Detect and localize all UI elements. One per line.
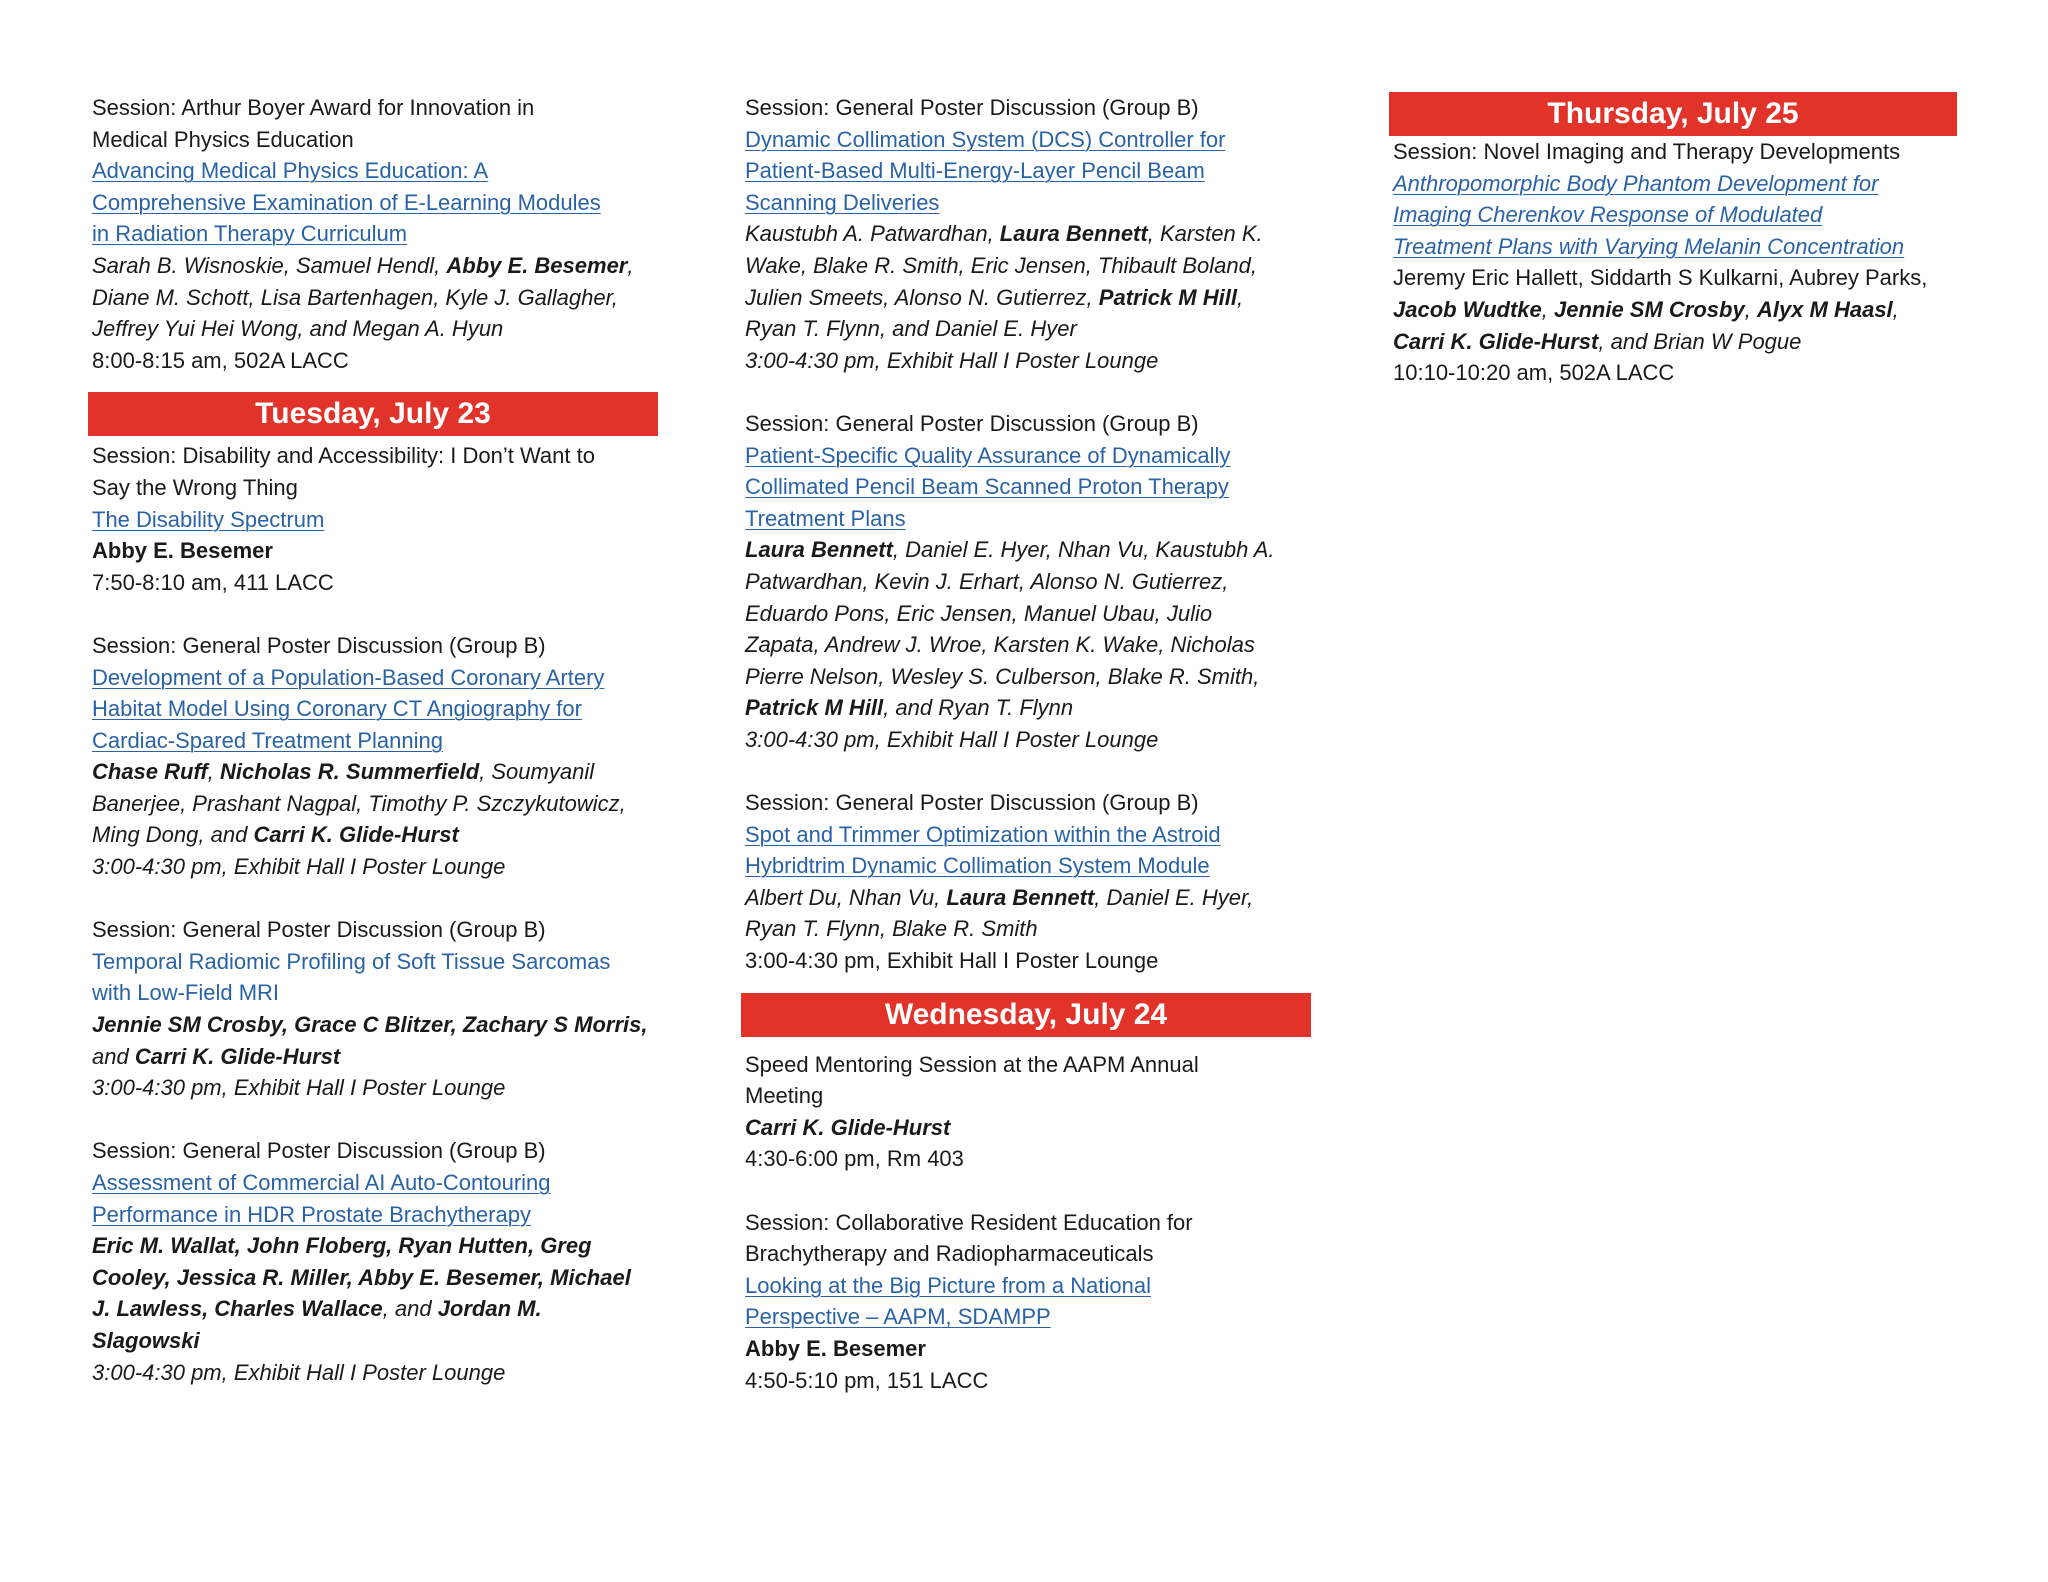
author-text: , <box>207 759 220 785</box>
presentation-title-link[interactable]: Dynamic Collimation System (DCS) Controller for <box>745 126 1226 152</box>
presentation-entry <box>745 787 1315 977</box>
author-line <box>92 1262 662 1294</box>
author-line <box>745 250 1315 282</box>
highlighted-author: Abby E. Besemer <box>745 1335 926 1361</box>
time-location: 3:00-4:30 pm, Exhibit Hall I Poster Lounge <box>92 1075 506 1101</box>
author-text: , and Brian W Pogue <box>1598 328 1802 354</box>
author-text: , <box>627 252 634 278</box>
author-line <box>92 282 662 314</box>
author-text: , Daniel E. Hyer, <box>1094 884 1254 910</box>
highlighted-author: Jacob Wudtke <box>1393 296 1542 322</box>
presentation-entry <box>92 914 662 1104</box>
presentation-title-link[interactable]: Anthropomorphic Body Phantom Development for <box>1393 170 1879 196</box>
author-line <box>745 882 1315 914</box>
presentation-title-link[interactable]: with Low-Field MRI <box>92 980 280 1006</box>
author-text: Ryan T. Flynn, and Daniel E. Hyer <box>745 316 1077 342</box>
presentation-title-link[interactable]: Treatment Plans with Varying Melanin Concentration <box>1393 233 1905 259</box>
session-name: Speed Mentoring Session at the AAPM Annual <box>745 1051 1199 1077</box>
time-location: 4:30-6:00 pm, Rm 403 <box>745 1146 964 1172</box>
author-line <box>745 692 1315 724</box>
author-text: Diane M. Schott, Lisa Bartenhagen, Kyle J. Gallagher, <box>92 284 618 310</box>
session-name: Brachytherapy and Radiopharmaceuticals <box>745 1241 1154 1267</box>
column-1 <box>92 92 662 1388</box>
author-line <box>745 1112 1315 1144</box>
presentation-title-link[interactable]: Temporal Radiomic Profiling of Soft Tissue Sarcomas <box>92 948 611 974</box>
author-text: , <box>1744 296 1757 322</box>
time-location: 4:50-5:10 pm, 151 LACC <box>745 1367 989 1393</box>
author-text: , <box>1236 284 1244 310</box>
day-banner-wednesday: Wednesday, July 24 <box>741 993 1311 1037</box>
author-line <box>92 1009 662 1041</box>
presentation-title-link[interactable]: The Disability Spectrum <box>92 506 325 532</box>
highlighted-author: Chase Ruff <box>92 759 208 785</box>
author-text: Albert Du, Nhan Vu, <box>745 884 947 910</box>
author-line <box>745 1333 1315 1365</box>
presentation-title-link[interactable]: Perspective – AAPM, SDAMPP <box>745 1304 1051 1330</box>
highlighted-author: Alyx M Haasl <box>1756 296 1893 322</box>
author-text: , <box>1541 296 1554 322</box>
time-location: 3:00-4:30 pm, Exhibit Hall I Poster Lounge <box>745 347 1159 373</box>
presentation-title-link[interactable]: Performance in HDR Prostate Brachytherapy <box>92 1201 531 1227</box>
highlighted-author: Eric M. Wallat, John Floberg, Ryan Hutten, Greg <box>92 1233 592 1259</box>
author-text: Sarah B. Wisnoskie, Samuel Hendl, <box>92 252 447 278</box>
time-location: 10:10-10:20 am, 502A LACC <box>1393 360 1675 386</box>
presentation-entry <box>92 630 662 883</box>
session-name: Session: Disability and Accessibility: I Don’t Want to <box>92 443 595 469</box>
highlighted-author: Laura Bennett <box>745 537 893 563</box>
highlighted-author: J. Lawless, Charles Wallace <box>92 1296 383 1322</box>
author-line <box>92 250 662 282</box>
time-location: 3:00-4:30 pm, Exhibit Hall I Poster Lounge <box>745 726 1159 752</box>
presentation-entry <box>92 1135 662 1388</box>
highlighted-author: Carri K. Glide-Hurst <box>253 822 459 848</box>
author-line <box>745 661 1315 693</box>
author-text: and <box>92 1043 135 1069</box>
presentation-title-link[interactable]: in Radiation Therapy Curriculum <box>92 221 408 247</box>
author-line <box>745 629 1315 661</box>
presentation-title-link[interactable]: Patient-Specific Quality Assurance of Dynamically <box>745 442 1231 468</box>
author-line <box>92 1325 662 1357</box>
day-banner-tuesday: Tuesday, July 23 <box>88 392 658 436</box>
highlighted-author: Jennie SM Crosby <box>1553 296 1745 322</box>
author-line <box>1393 294 1973 326</box>
session-name: Session: General Poster Discussion (Group B) <box>745 95 1199 120</box>
column-3 <box>1393 92 1973 389</box>
highlighted-author: Carri K. Glide-Hurst <box>745 1114 951 1140</box>
time-location: 3:00-4:30 pm, Exhibit Hall I Poster Lounge <box>92 1359 506 1385</box>
author-line <box>745 534 1315 566</box>
session-name: Session: Novel Imaging and Therapy Developments <box>1393 139 1901 164</box>
presentation-title-link[interactable]: Advancing Medical Physics Education: A <box>92 158 489 184</box>
session-name: Medical Physics Education <box>92 126 354 152</box>
presentation-entry <box>745 1207 1315 1397</box>
author-text: Banerjee, Prashant Nagpal, Timothy P. Szczykutowicz, <box>92 790 626 816</box>
author-line <box>92 1230 662 1262</box>
session-name: Session: General Poster Discussion (Group B) <box>745 790 1199 816</box>
presentation-title-link[interactable]: Comprehensive Examination of E-Learning Modules <box>92 189 601 215</box>
highlighted-author: Carri K. Glide-Hurst <box>134 1043 341 1069</box>
session-name: Session: General Poster Discussion (Group B) <box>92 632 546 658</box>
author-text: Kaustubh A. Patwardhan, <box>745 221 1000 247</box>
author-text: Jeremy Eric Hallett, Siddarth S Kulkarni, Aubrey Parks, <box>1393 265 1928 291</box>
session-name: Session: General Poster Discussion (Group B) <box>745 410 1199 436</box>
presentation-title-link[interactable]: Assessment of Commercial AI Auto-Contouring <box>92 1170 551 1195</box>
author-text: , and <box>382 1296 438 1322</box>
presentation-entry <box>92 440 662 598</box>
author-text: Wake, Blake R. Smith, Eric Jensen, Thibault Boland, <box>745 252 1257 278</box>
author-line <box>745 218 1315 250</box>
author-line <box>745 566 1315 598</box>
highlighted-author: Abby E. Besemer <box>92 538 273 564</box>
author-line <box>745 598 1315 630</box>
author-line <box>92 819 662 851</box>
presentation-title-link[interactable]: Spot and Trimmer Optimization within the Astroid <box>745 821 1221 847</box>
presentation-title-link[interactable]: Patient-Based Multi-Energy-Layer Pencil Beam <box>745 158 1205 184</box>
highlighted-author: Nicholas R. Summerfield <box>219 759 480 785</box>
author-text: Zapata, Andrew J. Wroe, Karsten K. Wake, Nicholas <box>745 632 1255 658</box>
session-name: Session: General Poster Discussion (Group B) <box>92 917 546 943</box>
presentation-title-link[interactable]: Collimated Pencil Beam Scanned Proton Therapy <box>745 474 1229 500</box>
author-line <box>92 1041 662 1073</box>
presentation-title-link[interactable]: Hybridtrim Dynamic Collimation System Module <box>745 853 1210 879</box>
time-location: 3:00-4:30 pm, Exhibit Hall I Poster Lounge <box>745 948 1159 974</box>
presentation-entry <box>745 408 1315 756</box>
session-name: Say the Wrong Thing <box>92 474 298 500</box>
session-name: Session: Collaborative Resident Education for <box>745 1209 1193 1235</box>
author-text: Pierre Nelson, Wesley S. Culberson, Blake R. Smith, <box>745 663 1260 689</box>
highlighted-author: Slagowski <box>92 1327 200 1353</box>
author-line <box>92 1293 662 1325</box>
author-text: Julien Smeets, Alonso N. Gutierrez, <box>745 284 1099 310</box>
author-line <box>745 913 1315 945</box>
author-line <box>1393 262 1973 294</box>
highlighted-author: Patrick M Hill <box>1098 284 1237 310</box>
author-text: Ryan T. Flynn, Blake R. Smith <box>745 916 1038 942</box>
time-location: 7:50-8:10 am, 411 LACC <box>92 569 334 595</box>
session-name: Meeting <box>745 1083 824 1109</box>
highlighted-author: Abby E. Besemer <box>446 252 628 278</box>
highlighted-author: Cooley, Jessica R. Miller, Abby E. Besemer, Michael <box>92 1264 631 1290</box>
author-text: Patwardhan, Kevin J. Erhart, Alonso N. Gutierrez, <box>745 568 1229 594</box>
presentation-title-link[interactable]: Development of a Population-Based Coronary Artery <box>92 664 605 690</box>
author-line <box>745 313 1315 345</box>
presentation-title-link[interactable]: Looking at the Big Picture from a National <box>745 1272 1152 1298</box>
author-text: Jeffrey Yui Hei Wong, and Megan A. Hyun <box>92 316 504 342</box>
day-banner-thursday: Thursday, July 25 <box>1389 92 1957 136</box>
author-text: , Daniel E. Hyer, Nhan Vu, Kaustubh A. <box>892 537 1275 563</box>
author-line <box>1393 326 1973 358</box>
author-line <box>92 756 662 788</box>
presentation-entry <box>745 92 1315 376</box>
presentation-entry <box>745 1049 1315 1175</box>
author-text: , and Ryan T. Flynn <box>883 695 1074 721</box>
session-name: Session: Arthur Boyer Award for Innovation in <box>92 95 535 120</box>
highlighted-author: Jennie SM Crosby, Grace C Blitzer, Zachary S Morris, <box>92 1012 648 1038</box>
presentation-title-link[interactable]: Cardiac-Spared Treatment Planning <box>92 727 443 753</box>
presentation-entry <box>1393 136 1973 389</box>
presentation-entry <box>92 92 662 376</box>
highlighted-author: Laura Bennett <box>946 884 1095 910</box>
highlighted-author: Laura Bennett <box>999 221 1148 247</box>
presentation-title-link[interactable]: Scanning Deliveries <box>745 189 940 215</box>
author-line <box>92 535 662 567</box>
time-location: 8:00-8:15 am, 502A LACC <box>92 347 349 373</box>
author-text: Eduardo Pons, Eric Jensen, Manuel Ubau, Julio <box>745 600 1213 626</box>
session-name: Session: General Poster Discussion (Group B) <box>92 1138 546 1164</box>
presentation-title-link[interactable]: Treatment Plans <box>745 505 906 531</box>
author-text: , Soumyanil <box>479 759 595 785</box>
presentation-title-link[interactable]: Habitat Model Using Coronary CT Angiography for <box>92 696 582 722</box>
highlighted-author: Carri K. Glide-Hurst <box>1393 328 1599 354</box>
author-text: , Karsten K. <box>1147 221 1263 247</box>
column-2 <box>745 92 1315 1396</box>
author-line <box>92 313 662 345</box>
highlighted-author: Jordan M. <box>437 1296 542 1322</box>
author-line <box>92 788 662 820</box>
highlighted-author: Patrick M Hill <box>745 695 884 721</box>
author-text: , <box>1892 296 1899 322</box>
time-location: 3:00-4:30 pm, Exhibit Hall I Poster Lounge <box>92 854 506 880</box>
presentation-title-link[interactable]: Imaging Cherenkov Response of Modulated <box>1393 202 1823 228</box>
author-text: Ming Dong, and <box>92 822 254 848</box>
author-line <box>745 282 1315 314</box>
